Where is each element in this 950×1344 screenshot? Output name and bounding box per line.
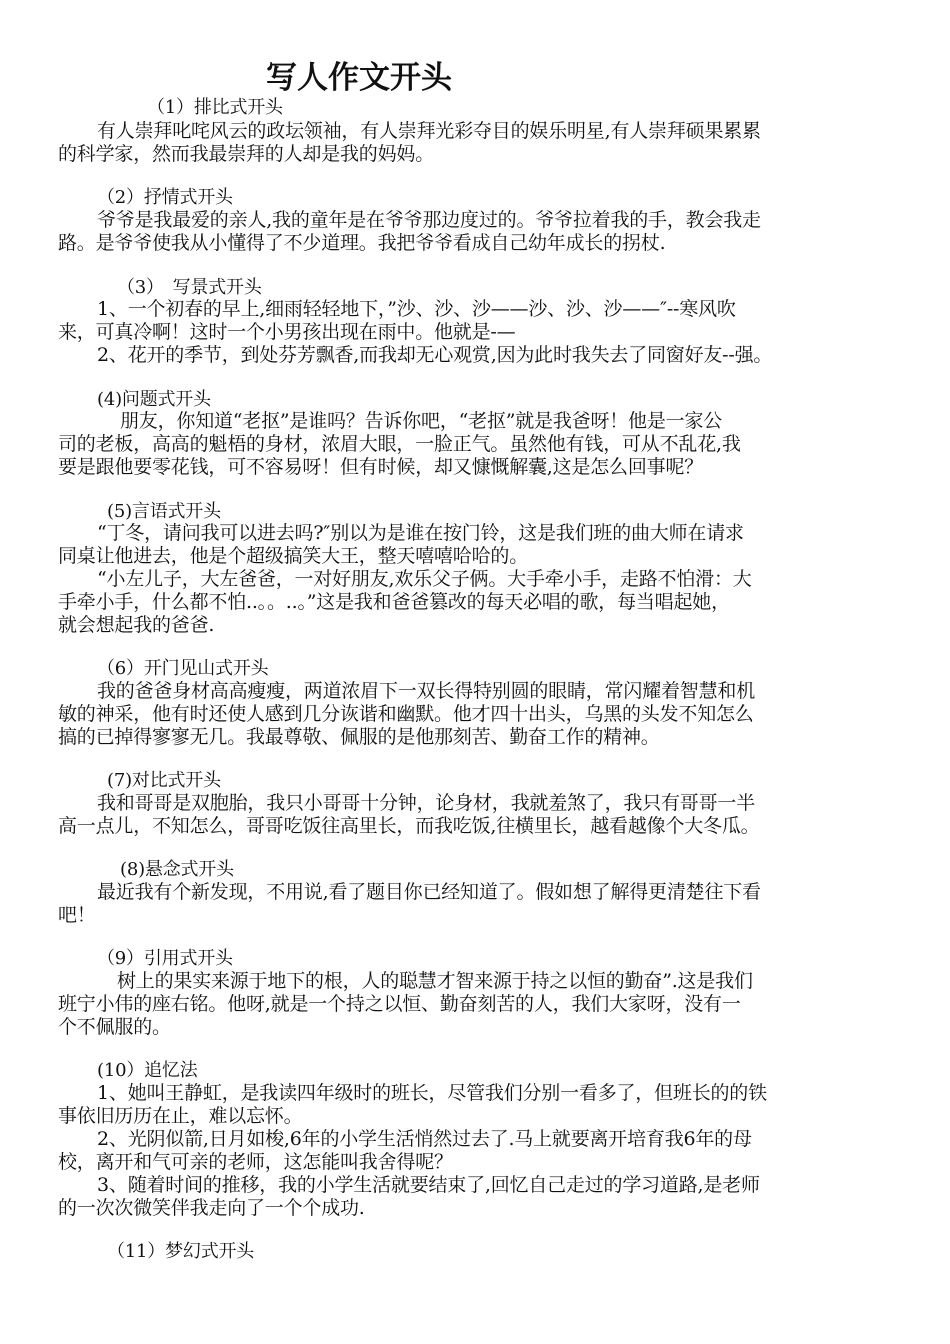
- paragraph-line: 手牵小手，什么都不怕..。。..。”这是我和爸爸篡改的每天必唱的歌，每当唱起她，: [58, 591, 730, 613]
- paragraph-line: 有人崇拜叱咤风云的政坛领袖，有人崇拜光彩夺目的娱乐明星,有人崇拜硕果累累: [97, 120, 761, 142]
- section-heading-3: （3） 写景式开头: [117, 277, 262, 298]
- paragraph-line: 1、她叫王静虹，是我读四年级时的班长，尽管我们分别一看多了，但班长的的铁: [97, 1082, 767, 1104]
- paragraph-line: “丁冬，请问我可以进去吗?″别以为是谁在按门铃，这是我们班的曲大师在请求: [97, 522, 744, 544]
- section-heading-2: （2）抒情式开头: [97, 187, 233, 208]
- paragraph-line: 朋友，你知道“老抠”是谁吗？告诉你吧，“老抠”就是我爸呀！他是一家公: [120, 410, 723, 432]
- paragraph-line: 吧！: [58, 904, 96, 926]
- paragraph-line: 爷爷是我最爱的亲人,我的童年是在爷爷那边度过的。爷爷拉着我的手，教会我走: [97, 209, 761, 231]
- paragraph-line: 敏的神采，他有时还使人感到几分诙谐和幽默。他才四十出头，乌黑的头发不知怎么: [58, 703, 754, 725]
- paragraph-line: 高一点儿，不知怎么，哥哥吃饭往高里长，而我吃饭,往横里长，越看越像个大冬瓜。: [58, 815, 760, 837]
- document-title: 写人作文开头: [266, 60, 452, 96]
- paragraph-line: 个不佩服的。: [58, 1016, 171, 1038]
- paragraph-line: 2、光阴似箭,日月如梭,6年的小学生活悄然过去了.马上就要离开培育我6年的母: [97, 1128, 752, 1150]
- paragraph-line: 我和哥哥是双胞胎，我只小哥哥十分钟，论身材，我就羞煞了，我只有哥哥一半: [97, 792, 756, 814]
- paragraph-line: 的科学家，然而我最崇拜的人却是我的妈妈。: [58, 143, 435, 165]
- section-heading-5: (5)言语式开头: [107, 501, 221, 522]
- paragraph-line: 路。是爷爷使我从小懂得了不少道理。我把爷爷看成自己幼年成长的拐杖.: [58, 232, 666, 254]
- paragraph-line: 来，可真冷啊！这时一个小男孩出现在雨中。他就是-—: [58, 321, 516, 343]
- paragraph-line: 我的爸爸身材高高瘦瘦，两道浓眉下一双长得特别圆的眼睛，常闪耀着智慧和机: [97, 680, 756, 702]
- section-heading-10: (10）追忆法: [97, 1060, 198, 1081]
- section-heading-11: （11）梦幻式开头: [107, 1241, 255, 1262]
- paragraph-line: 3、随着时间的推移，我的小学生活就要结束了,回忆自己走过的学习道路,是老师: [97, 1174, 760, 1196]
- paragraph-line: 同桌让他进去，他是个超级搞笑大王，整天嘻嘻哈哈的。: [58, 545, 529, 567]
- paragraph-line: 2、花开的季节，到处芬芳飘香,而我却无心观赏,因为此时我失去了同窗好友--强。: [97, 344, 773, 366]
- section-heading-6: （6）开门见山式开头: [97, 658, 269, 679]
- paragraph-line: “小左儿子，大左爸爸，一对好朋友,欢乐父子俩。大手牵小手，走路不怕滑：大: [97, 568, 752, 590]
- paragraph-line: 班宁小伟的座右铭。他呀,就是一个持之以恒、勤奋刻苦的人，我们大家呀，没有一: [58, 993, 741, 1015]
- section-heading-7: (7)对比式开头: [107, 770, 221, 791]
- paragraph-line: 校，离开和气可亲的老师，这怎能叫我舍得呢？: [58, 1151, 453, 1173]
- paragraph-line: 要是跟他要零花钱，可不容易呀！但有时候，却又慷慨解囊,这是怎么回事呢？: [58, 456, 704, 478]
- paragraph-line: 搞的已掉得寥寥无几。我最尊敬、佩服的是他那刻苦、勤奋工作的精神。: [58, 726, 660, 748]
- section-heading-1: （1）排比式开头: [147, 97, 283, 118]
- paragraph-line: 最近我有个新发现，不用说,看了题目你已经知道了。假如想了解得更清楚往下看: [97, 881, 761, 903]
- paragraph-line: 的一次次微笑伴我走向了一个个成功.: [58, 1197, 365, 1219]
- paragraph-line: 就会想起我的爸爸.: [58, 614, 215, 636]
- section-heading-8: (8)悬念式开头: [120, 859, 234, 880]
- section-heading-4: (4)问题式开头: [97, 389, 211, 410]
- paragraph-line: 事依旧历历在止，难以忘怀。: [58, 1105, 303, 1127]
- paragraph-line: 1、一个初春的早上,细雨轻轻地下，”沙、沙、沙——沙、沙、沙——″--寒风吹: [97, 298, 736, 320]
- paragraph-line: 司的老板，高高的魁梧的身材，浓眉大眼，一脸正气。虽然他有钱，可从不乱花,我: [58, 433, 741, 455]
- paragraph-line: 树上的果实来源于地下的根，人的聪慧才智来源于持之以恒的勤奋”.这是我们: [117, 970, 753, 992]
- section-heading-9: （9）引用式开头: [97, 948, 233, 969]
